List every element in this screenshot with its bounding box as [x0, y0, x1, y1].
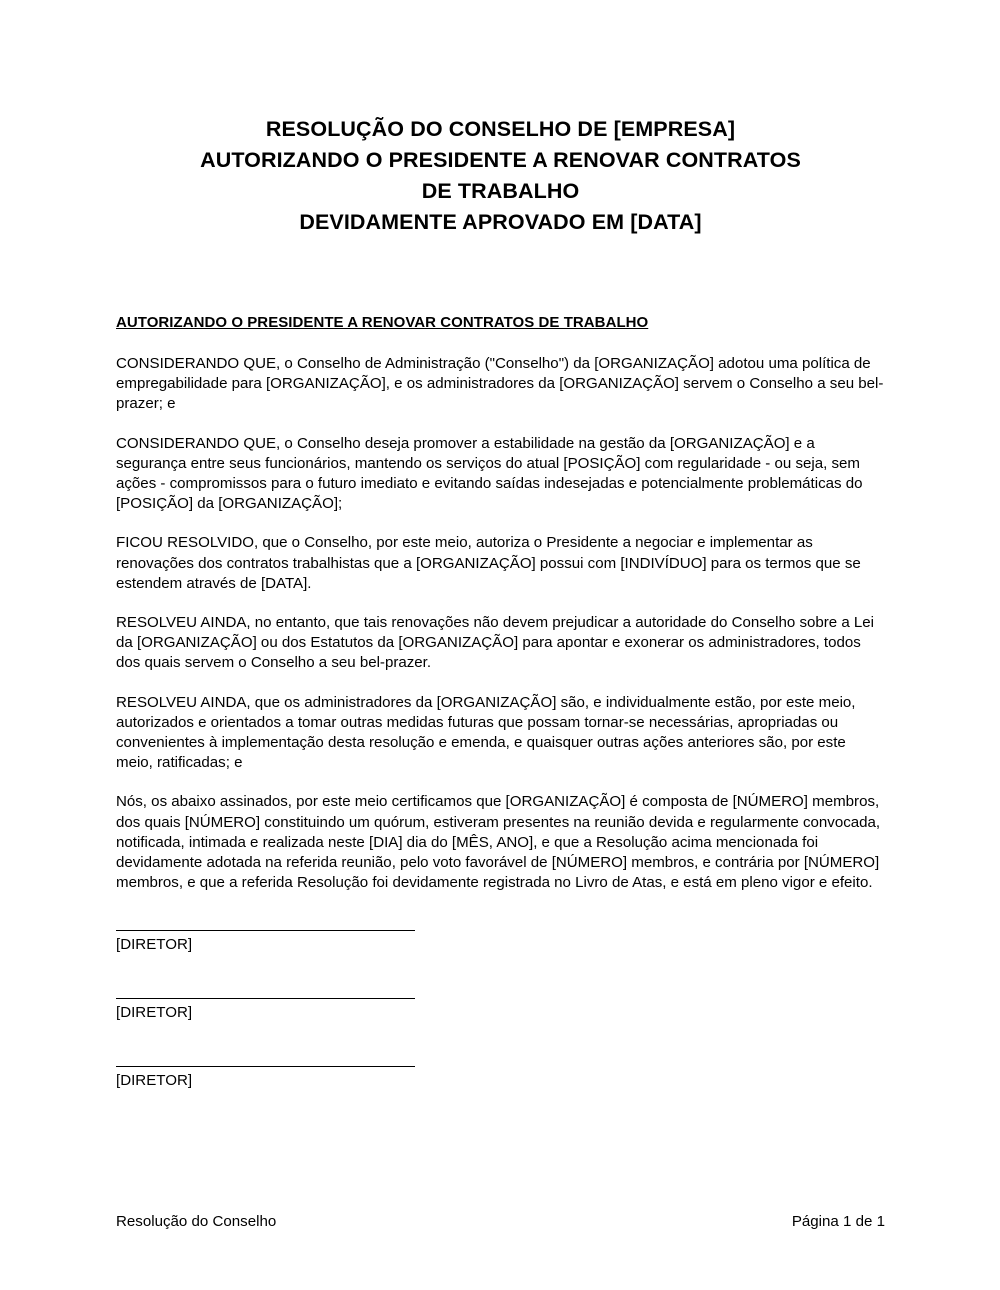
body-paragraph: FICOU RESOLVIDO, que o Conselho, por este meio, autoriza o Presidente a negociar e implementar as renovações dos contratos trabalhistas que a [ORGANIZAÇÃO] possui com [INDIVÍDUO] para os termos que se estendem através de [DATA]. — [116, 534, 861, 592]
section-heading: AUTORIZANDO O PRESIDENTE A RENOVAR CONTRATOS DE TRABALHO — [116, 314, 649, 331]
body-paragraph: CONSIDERANDO QUE, o Conselho de Administração ("Conselho") da [ORGANIZAÇÃO] adotou uma política de empregabilidade para [ORGANIZAÇÃO], e os administradores da [ORGANIZAÇÃO] servem o Conselho a seu bel-prazer; e — [116, 355, 884, 413]
body-paragraph: RESOLVEU AINDA, no entanto, que tais renovações não devem prejudicar a autoridade do Conselho sobre a Lei da [ORGANIZAÇÃO] ou dos Estatutos da [ORGANIZAÇÃO] para apontar e exonerar os administradores, todos dos quais servem o Conselho a seu bel-prazer. — [116, 614, 875, 672]
page-title-line-4: DEVIDAMENTE APROVADO EM [DATA] — [299, 210, 702, 234]
signature-section — [116, 930, 516, 1134]
page-title-line-1: RESOLUÇÃO DO CONSELHO DE [EMPRESA] — [265, 117, 736, 141]
document-body — [116, 313, 885, 893]
body-paragraph: CONSIDERANDO QUE, o Conselho deseja promover a estabilidade na gestão da [ORGANIZAÇÃO] e a segurança entre seus funcionários, mantendo os serviços do atual [POSIÇÃO] com regularidade - ou seja, sem ações - compromissos para o futuro imediato e evitando saídas indesejadas e potencialmente problemáticas do [POSIÇÃO] da [ORGANIZAÇÃO]; — [116, 434, 863, 513]
signature-block — [116, 930, 516, 998]
footer-page-number: Página 1 de 1 — [791, 1213, 885, 1230]
signature-label: [DIRETOR] — [116, 1004, 193, 1021]
signature-block — [116, 1066, 516, 1134]
signature-block — [116, 998, 516, 1066]
page-title-line-2: AUTORIZANDO O PRESIDENTE A RENOVAR CONTRATOS — [200, 148, 801, 172]
page-title — [116, 114, 885, 238]
body-paragraph: RESOLVEU AINDA, que os administradores da [ORGANIZAÇÃO] são, e individualmente estão, por este meio, autorizados e orientados a tomar outras medidas futuras que possam tornar-se necessárias, apropriadas ou convenientes à implementação desta resolução e emenda, e quaisquer outras ações anteriores são, por este meio, ratificadas; e — [116, 693, 856, 772]
signature-label: [DIRETOR] — [116, 1072, 193, 1089]
page-title-line-3: DE TRABALHO — [421, 179, 580, 203]
footer-document-name: Resolução do Conselho — [116, 1213, 277, 1230]
page-footer — [116, 1212, 885, 1232]
signature-label: [DIRETOR] — [116, 936, 193, 953]
body-paragraph: Nós, os abaixo assinados, por este meio certificamos que [ORGANIZAÇÃO] é composta de [NÚMERO] membros, dos quais [NÚMERO] constituindo um quórum, estiveram presentes na reunião devida e regularmente convocada, notificada, intimada e realizada neste [DIA] dia do [MÊS, ANO], e que a Resolução acima mencionada foi devidamente adotada na referida reunião, pelo voto favorável de [NÚMERO] membros, e contrária por [NÚMERO] membros, e que a referida Resolução foi devidamente registrada no Livro de Atas, e está em pleno vigor e efeito. — [116, 793, 881, 892]
